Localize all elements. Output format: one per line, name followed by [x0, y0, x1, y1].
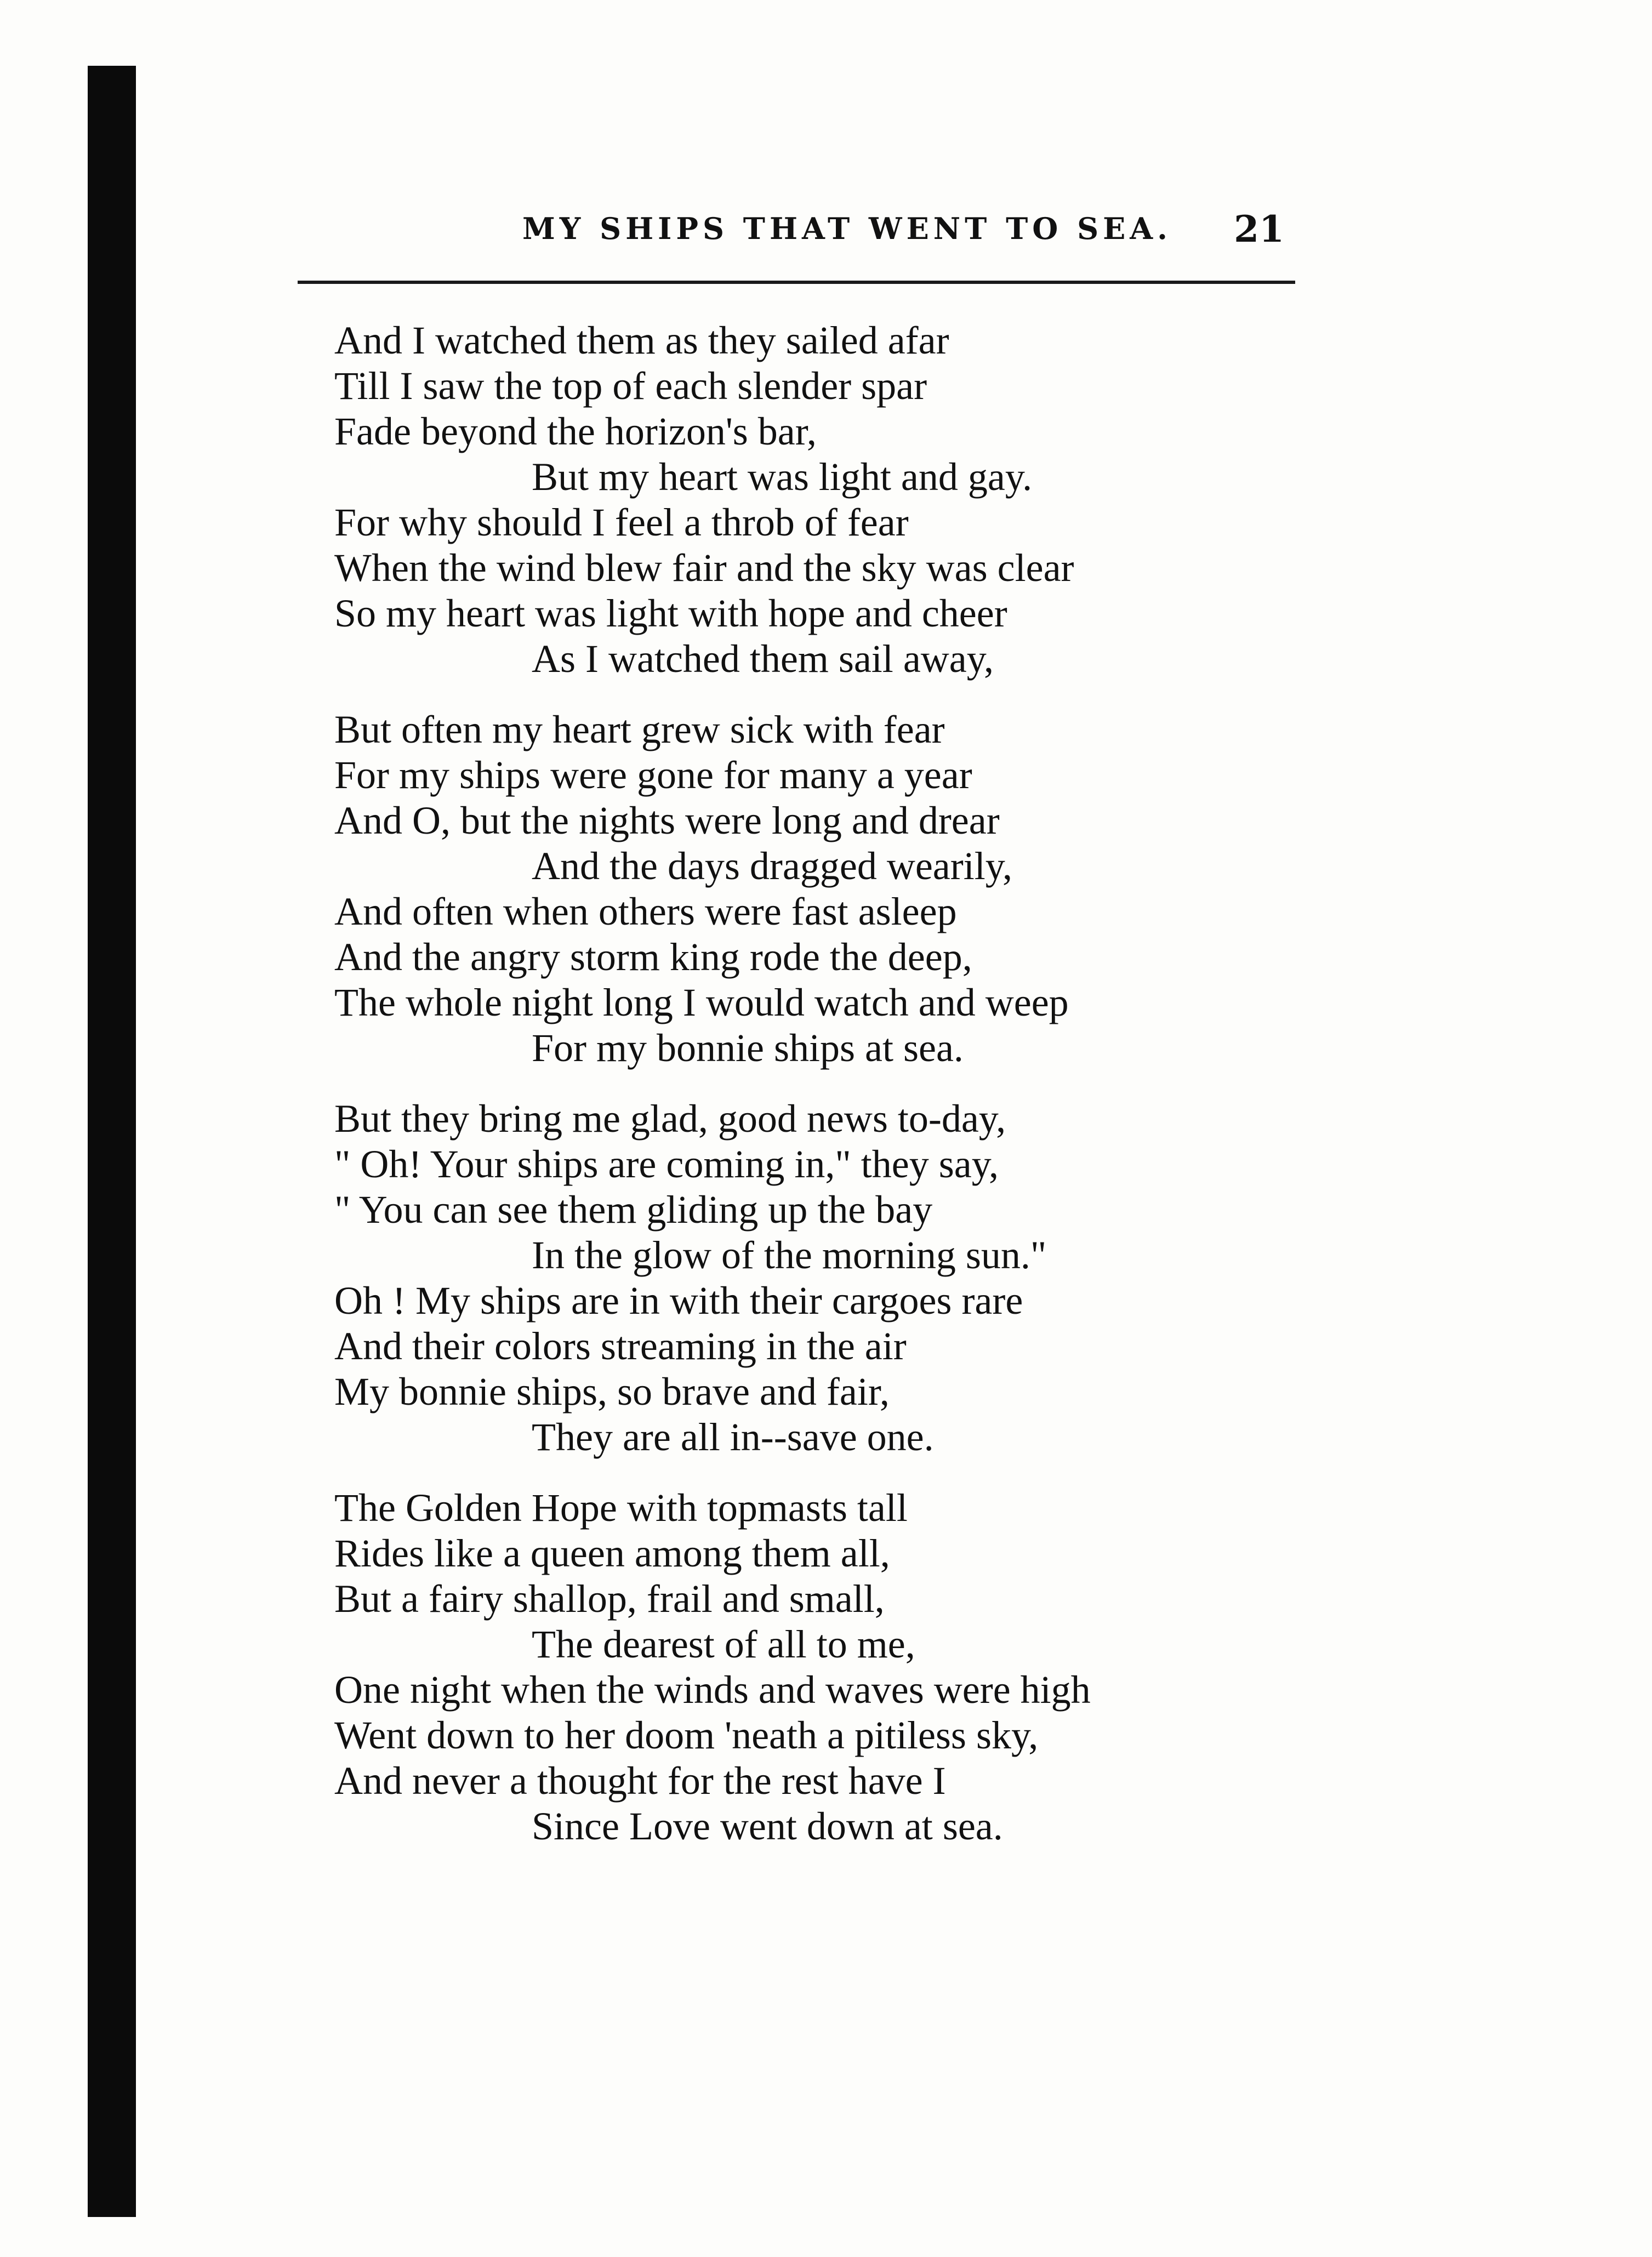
stanza-4: [334, 1485, 1294, 1849]
poem-line: In the glow of the morning sun.": [532, 1233, 1047, 1277]
page-binding-edge: [88, 66, 136, 2217]
poem-line: As I watched them sail away,: [532, 637, 994, 681]
poem-line: Oh ! My ships are in with their cargoes rare: [334, 1279, 1023, 1323]
poem: [334, 318, 1294, 1874]
poem-line: But often my heart grew sick with fear: [334, 708, 945, 751]
poem-line: The dearest of all to me,: [532, 1622, 915, 1666]
poem-line: And often when others were fast asleep: [334, 890, 957, 933]
poem-line: And their colors streaming in the air: [334, 1324, 907, 1368]
poem-line: For my bonnie ships at sea.: [532, 1026, 964, 1070]
poem-line: Went down to her doom 'neath a pitiless sky,: [334, 1713, 1039, 1757]
poem-line: But a fairy shallop, frail and small,: [334, 1577, 885, 1621]
poem-line: And the days dragged wearily,: [532, 844, 1013, 888]
poem-line: And the angry storm king rode the deep,: [334, 935, 972, 979]
poem-line: But my heart was light and gay.: [532, 455, 1033, 499]
poem-line: Fade beyond the horizon's bar,: [334, 409, 817, 453]
stanza-2: [334, 707, 1294, 1071]
poem-line: " Oh! Your ships are coming in," they say,: [334, 1142, 999, 1186]
poem-line: And I watched them as they sailed afar: [334, 318, 949, 362]
poem-line: For why should I feel a throb of fear: [334, 500, 909, 544]
page-header: [298, 208, 1295, 271]
stanza-3: [334, 1096, 1294, 1460]
poem-line: When the wind blew fair and the sky was clear: [334, 546, 1074, 590]
stanza-1: [334, 318, 1294, 682]
poem-line: Rides like a queen among them all,: [334, 1531, 890, 1575]
header-rule: [298, 281, 1295, 284]
poem-line: For my ships were gone for many a year: [334, 753, 972, 797]
poem-line: My bonnie ships, so brave and fair,: [334, 1370, 890, 1414]
poem-line: But they bring me glad, good news to-day,: [334, 1097, 1006, 1141]
poem-line: Till I saw the top of each slender spar: [334, 364, 927, 408]
poem-line: The Golden Hope with topmasts tall: [334, 1486, 908, 1530]
running-title: MY SHIPS THAT WENT TO SEA.: [522, 211, 1172, 246]
poem-line: One night when the winds and waves were high: [334, 1668, 1091, 1712]
poem-line: So my heart was light with hope and cheer: [334, 591, 1007, 635]
poem-line: They are all in--save one.: [532, 1415, 934, 1459]
poem-line: " You can see them gliding up the bay: [334, 1188, 933, 1232]
poem-line: The whole night long I would watch and weep: [334, 981, 1069, 1024]
poem-line: And O, but the nights were long and drear: [334, 799, 1000, 842]
poem-line: Since Love went down at sea.: [532, 1804, 1003, 1848]
poem-line: And never a thought for the rest have I: [334, 1759, 946, 1803]
page-number: 21: [1234, 208, 1284, 250]
